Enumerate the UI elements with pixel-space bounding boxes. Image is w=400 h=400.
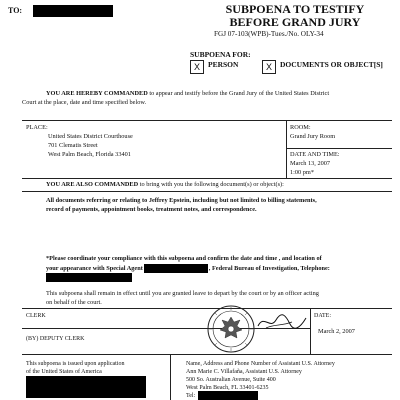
person-checkbox: X [190,60,204,74]
subpoena-for-label: SUBPOENA FOR: [190,50,251,59]
recipient-redaction [33,5,113,17]
also-commanded-text: to bring with you the following document(s) or object(s): [138,181,284,188]
coordinate-line2 [46,264,330,273]
clerk-date-value: March 2, 2007 [318,328,355,335]
place-line1: United States District Courthouse [48,133,133,140]
case-number: FGJ 07-103(WPB)-Tues./No. OLY-34 [214,30,324,38]
remain-line2: on behalf of the court. [46,299,102,306]
room-value: Grand Jury Room [290,133,336,140]
place-line3: West Palm Beach, Florida 33401 [48,151,131,158]
agent-redaction [144,264,208,273]
attorney-line2: Ann Marie C. Villafaña, Assistant U.S. Attorney [186,369,302,375]
command-lead: YOU ARE HEREBY COMMANDED [46,90,148,97]
room-divider [286,148,392,149]
attorney-line1: Name, Address and Phone Number of Assistant U.S. Attorney [186,361,335,367]
title-line2: BEFORE GRAND JURY [229,15,361,29]
command-text1: to appear and testify before the Grand Jury of the United States District [147,90,330,97]
title-line1: SUBPOENA TO TESTIFY [225,2,365,16]
footer-divider [170,354,171,400]
attorney-line3: 500 So. Australian Avenue, Suite 400 [186,377,276,383]
phone-redaction [46,273,132,282]
clerk-box-divider [310,308,311,354]
place-line2: 701 Clematis Street [48,142,98,149]
documents-checkbox: X [262,60,276,74]
issued-line1: This subpoena is issued upon application [26,361,125,367]
room-label: ROOM: [290,124,311,131]
tel-redaction [198,391,258,400]
issuer-redaction [26,376,146,398]
command-line2: Court at the place, date and time specified below. [22,99,147,106]
person-label: PERSON [208,60,239,69]
documents-line1: All documents referring or relating to Jeffrey Epstein, including but not limited to billing statements, [46,197,317,204]
clerk-date-label: DATE: [314,313,331,319]
coordinate-line1: *Please coordinate your compliance with this subpoena and confirm the date and time , and location of [46,255,322,262]
command-line1 [46,90,392,98]
place-label: PLACE: [26,124,48,131]
also-commanded-lead: YOU ARE ALSO COMMANDED [46,181,139,188]
tel-label: Tel: [186,393,196,399]
documents-label: DOCUMENTS OR OBJECT[S] [280,60,383,69]
place-box-bottom [22,178,392,179]
court-seal-icon [206,304,256,354]
clerk-signature [256,312,308,332]
remain-line1: This subpoena shall remain in effect until you are granted leave to depart by the court or by an officer acting [46,290,319,297]
time-value: 1:00 pm* [290,169,314,176]
to-label: TO: [8,6,23,15]
also-commanded [46,181,284,189]
attorney-line4: West Palm Beach, FL 33401-6235 [186,385,269,391]
place-box-divider [286,120,287,178]
datetime-label: DATE AND TIME: [290,151,340,158]
clerk-label: CLERK [26,313,46,319]
date-value: March 13, 2007 [290,160,331,167]
coordinate-line2a: your appearance with Special Agent [46,264,143,272]
deputy-clerk-label: (BY) DEPUTY CLERK [26,336,85,342]
place-box-top [22,120,392,121]
documents-divider [22,191,392,192]
coordinate-line2b: , Federal Bureau of Investigation, Telephone: [208,264,330,272]
issued-line2: of the United States of America [26,369,102,375]
documents-line2: record of payments, appointment books, treatment notes, and correspondence. [46,206,257,213]
clerk-box-bottom [22,354,392,355]
